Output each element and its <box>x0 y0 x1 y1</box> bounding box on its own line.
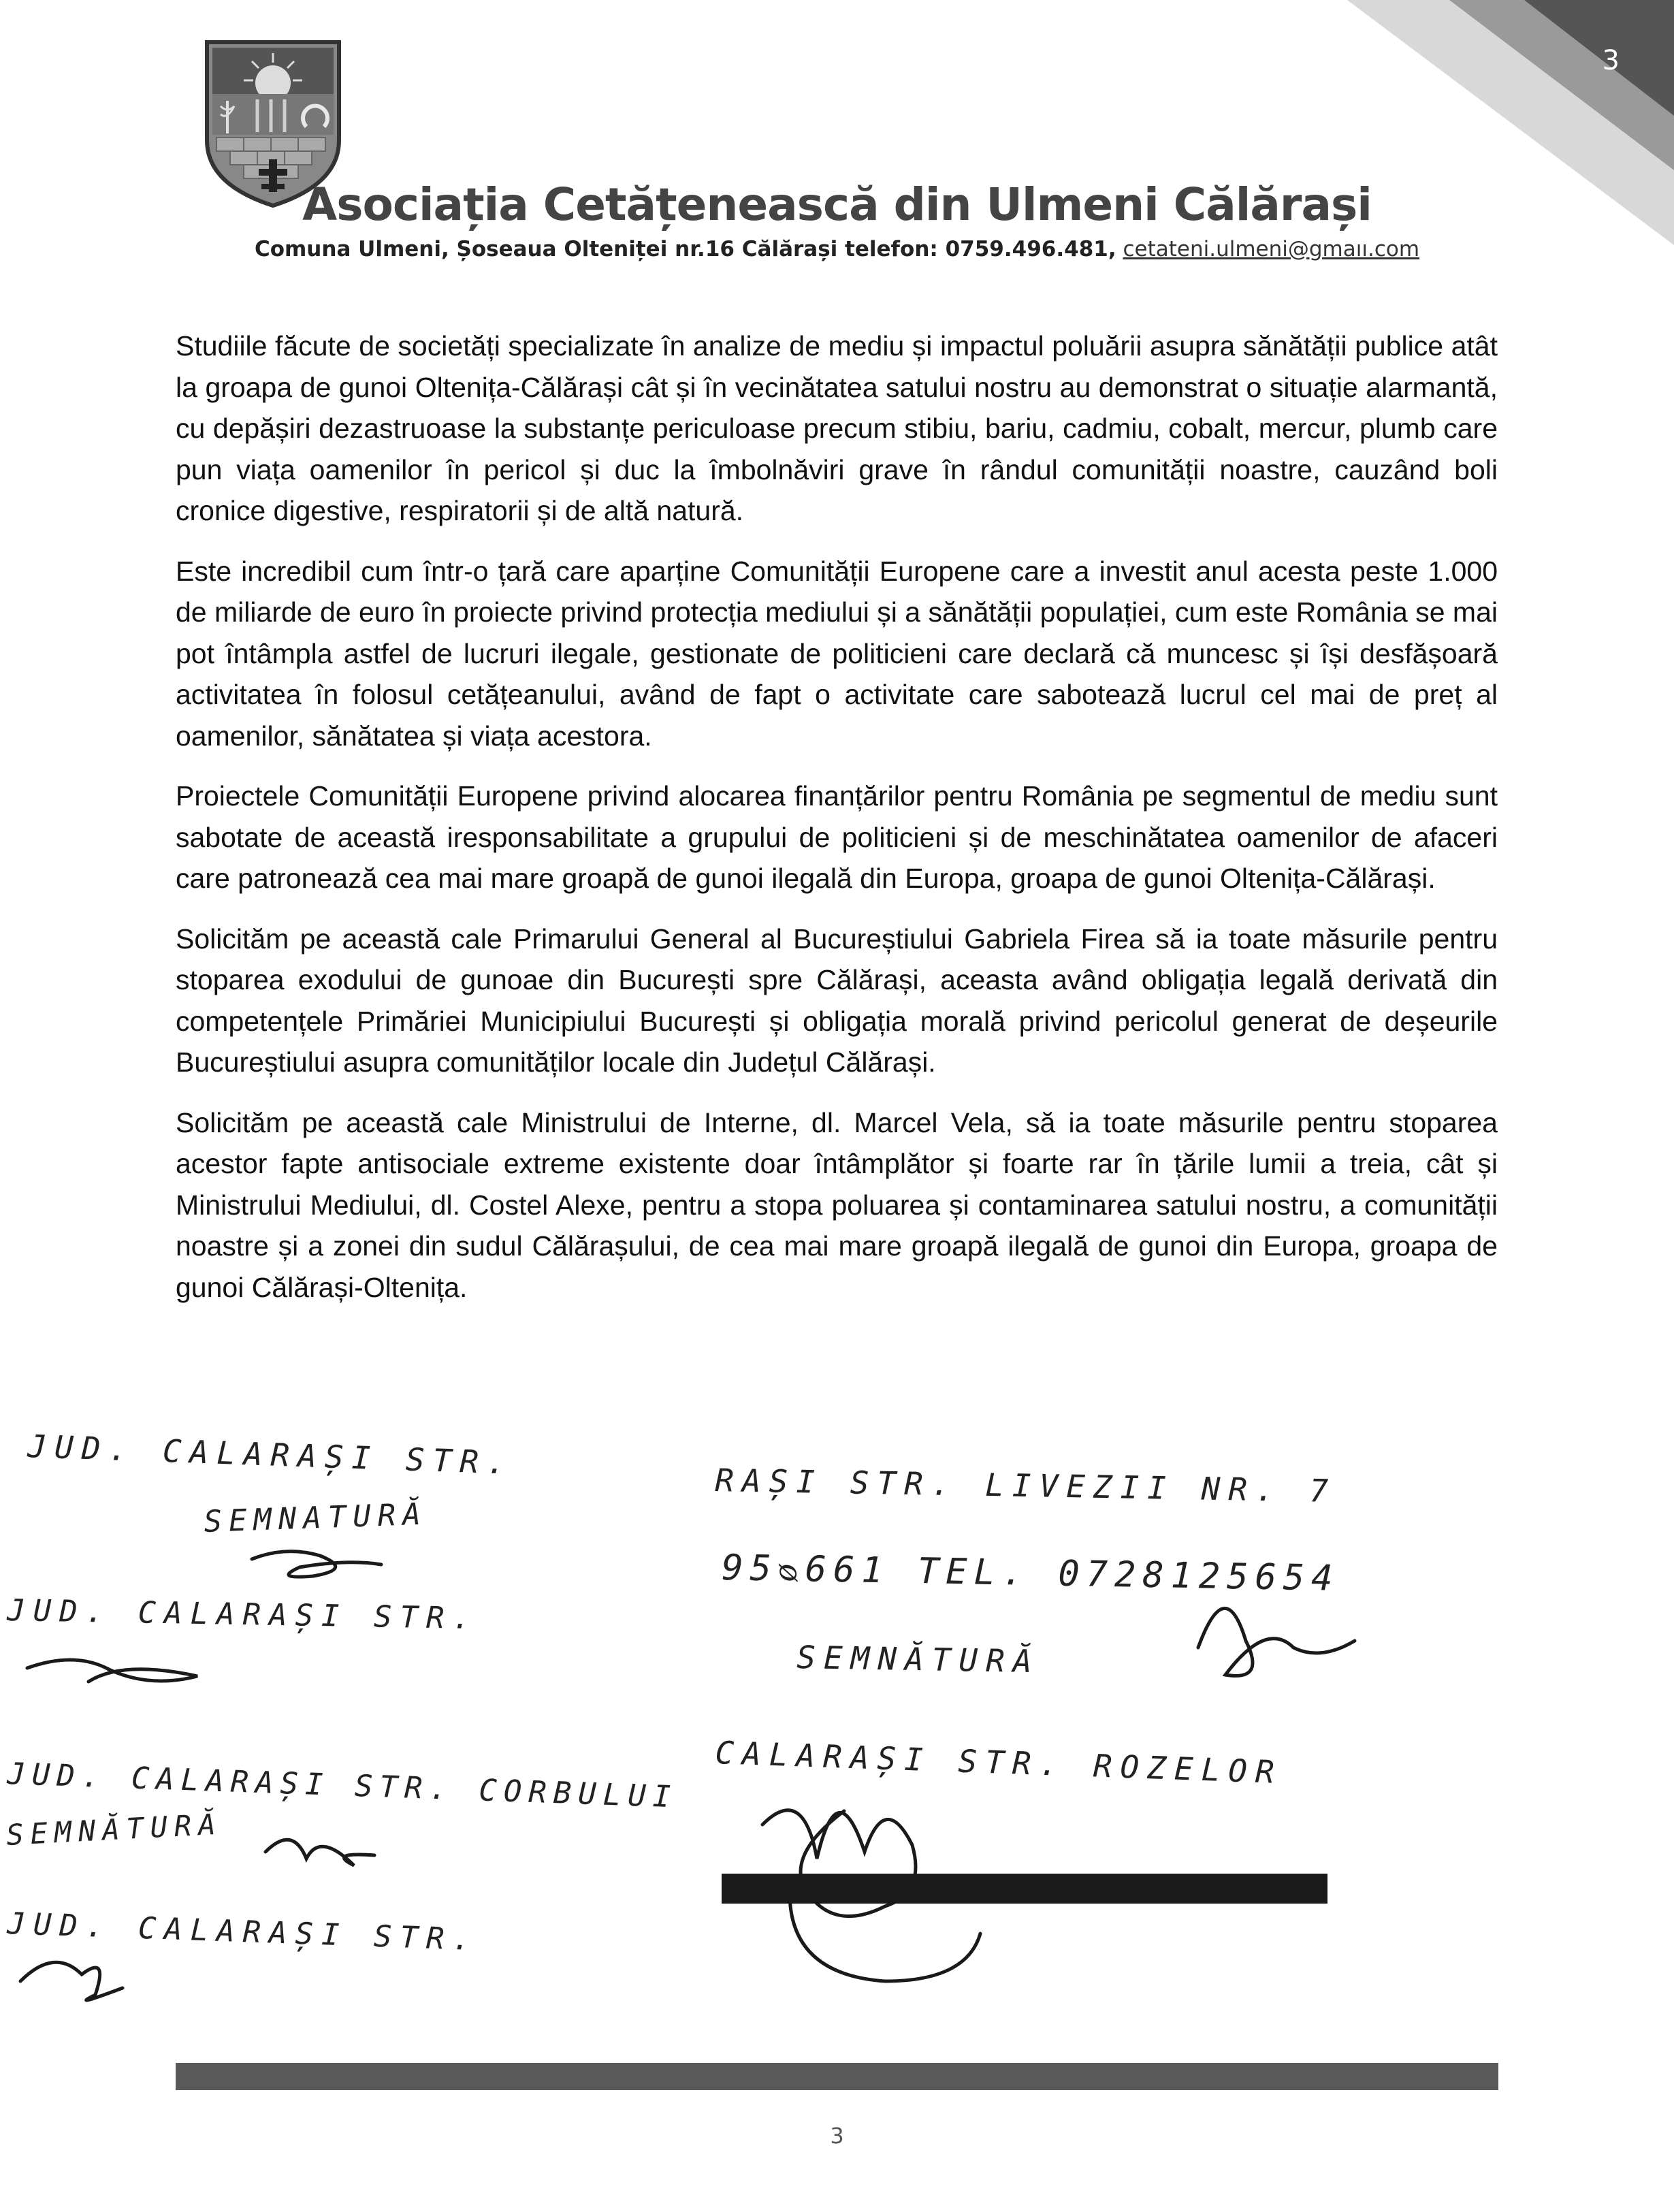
svg-text:JUD. CALARAȘI STR. CORBULUI: JUD. CALARAȘI STR. CORBULUI <box>6 1757 679 1815</box>
paragraph: Studiile făcute de societăți specializate în analize de mediu și impactul poluării asupra sănătății publice atât la groapa de gunoi Oltenița-Călărași cât și în vecinătatea satului nostru au demonstrat o situație alarmantă, cu depășiri dezastruoase la substanțe periculoase precum stibiu, bariu, cadmiu, cobalt, mercur, plumb care pun viața oamenilor în pericol și duc la îmbolnăviri grave în rândul comunității noastre, cauzând boli cronice digestive, respiratorii și de altă natură. <box>176 330 1498 526</box>
svg-text:95ᴓ661 TEL. 0728125654: 95ᴓ661 TEL. 0728125654 <box>721 1548 1340 1599</box>
paragraph: Proiectele Comunității Europene privind alocarea finanțărilor pentru România pe segmentul de mediu sunt sabotate de această iresponsabilitate a grupului de politicieni și de meschinătatea oamenilor de afaceri care patronează cea mai mare groapă de gunoi ilegală din Europa, groapa de gunoi Oltenița-Călărași. <box>176 780 1498 894</box>
svg-text:JUD. CALARAȘI STR.: JUD. CALARAȘI STR. <box>27 1428 515 1481</box>
page-number-bottom: 3 <box>830 2123 844 2149</box>
page-number-top: 3 <box>1602 45 1620 76</box>
paragraph: Solicităm pe această cale Ministrului de Interne, dl. Marcel Vela, să ia toate măsurile pentru stoparea acestor fapte antisociale extreme existente doar întâmplător și foarte rar în țările lumii a treia, cât și Ministrului Mediului, dl. Costel Alexe, pentru a stopa poluarea și contaminarea satului nostru, a comunității noastre și a zonei din sudul Călărașului, de cea mai mare groapă ilegală de gunoi din Europa, groapa de gunoi Călărași-Oltenița. <box>176 1106 1498 1303</box>
redaction-bar <box>722 1874 1327 1904</box>
paragraph: Solicităm pe această cale Primarului General al Bucureștiului Gabriela Firea să ia toate măsurile pentru stoparea exodului de gunoae din București spre Călărași, aceasta având obligația legală derivată din competențele Primăriei Municipiului București și obligația morală privind pericolul generat de deșeurile Bucureștiului asupra comunităților locale din Județul Călărași. <box>176 923 1498 1078</box>
org-name: Asociația Cetățenească din Ulmeni Călărași <box>302 178 1372 231</box>
svg-text:RAȘI STR. LIVEZII NR. 7: RAȘI STR. LIVEZII NR. 7 <box>714 1462 1337 1509</box>
svg-text:JUD. CALARAȘI STR.: JUD. CALARAȘI STR. <box>6 1906 479 1958</box>
org-address-line <box>0 237 1674 261</box>
svg-text:SEMNĂTURĂ: SEMNĂTURĂ <box>5 1807 223 1852</box>
svg-text:SEMNĂTURĂ: SEMNĂTURĂ <box>796 1639 1040 1680</box>
svg-text:CALARAȘI STR. ROZELOR: CALARAȘI STR. ROZELOR <box>714 1734 1283 1791</box>
svg-text:JUD. CALARAȘI STR.: JUD. CALARAȘI STR. <box>6 1593 479 1637</box>
org-email[interactable]: cetateni.ulmeni@gmaıı.com <box>1123 237 1420 261</box>
paragraph: Este incredibil cum într-o țară care aparține Comunității Europene care a investit anul acesta peste 1.000 de miliarde de euro în proiecte privind protecția mediului și a sănătății populației, cum este România se mai pot întâmpla astfel de lucruri ilegale, gestionate de politicieni care declară că muncesc și își desfășoară activitatea în folosul cetățeanului, având de fapt o activitate care sabotează lucrul cel mai de preț al oamenilor, sănătatea și viața acestora. <box>176 555 1498 752</box>
org-address: Comuna Ulmeni, Șoseaua Olteniței nr.16 Călărași telefon: 0759.496.481, <box>254 237 1116 261</box>
letter-body <box>176 325 1498 1327</box>
footer-bar <box>176 2063 1498 2090</box>
svg-text:SEMNATURĂ: SEMNATURĂ <box>203 1496 428 1539</box>
handwritten-signatures <box>0 1416 1674 2029</box>
